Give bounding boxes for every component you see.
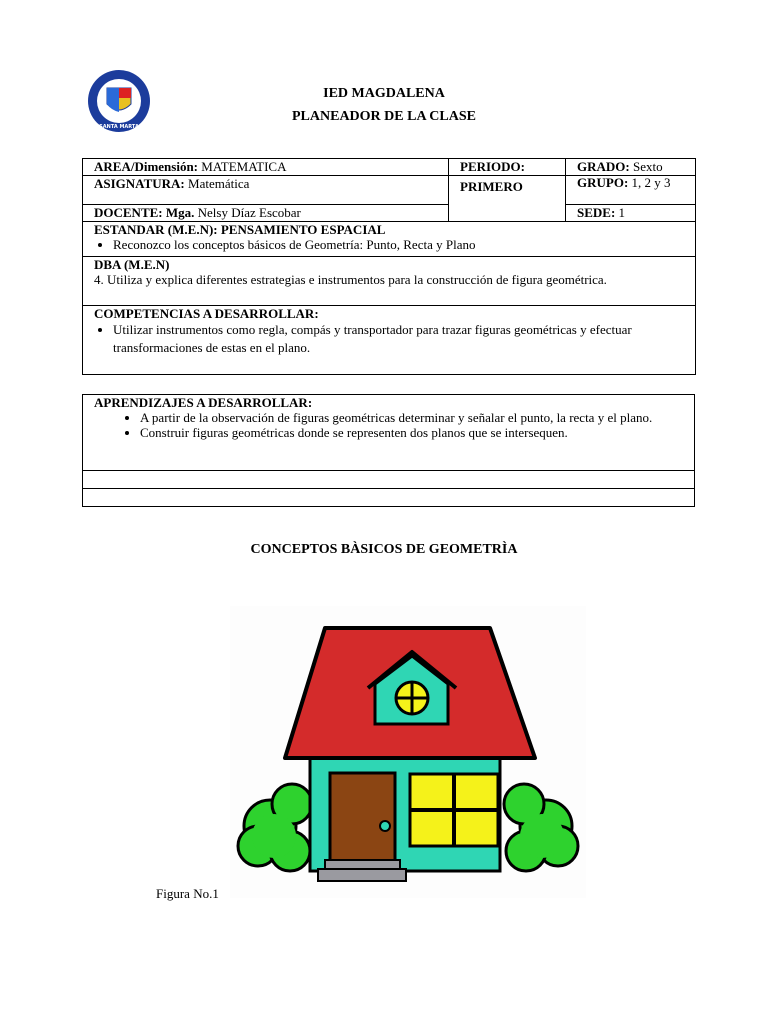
aprendizajes-cell	[83, 395, 695, 471]
aprendizaje-item: • Construir figuras geométricas donde se representen dos planos que se intersequen.	[140, 425, 690, 440]
aprendizaje-item: • A partir de la observación de figuras geométricas determinar y señalar el punto, la recta y el plano.	[140, 410, 690, 425]
grupo-label: GRUPO:	[577, 175, 629, 190]
periodo-label: PERIODO:	[449, 159, 566, 176]
estandar-heading: ESTANDAR (M.E.N): PENSAMIENTO ESPACIAL	[94, 222, 386, 237]
grupo-value: 1, 2 y 3	[631, 175, 671, 190]
aprendizajes-table	[82, 394, 695, 507]
plan-table	[82, 158, 696, 375]
area-cell	[83, 159, 449, 176]
figure-caption: Figura No.1	[156, 886, 219, 901]
aprendizajes-heading: APRENDIZAJES A DESARROLLAR:	[94, 395, 313, 410]
logo-text: SANTA MARTA	[99, 124, 139, 130]
house-illustration	[230, 606, 586, 898]
area-label: AREA/Dimensión:	[94, 159, 199, 174]
sede-value: 1	[618, 205, 626, 220]
grado-value: Sexto	[632, 159, 663, 174]
estandar-item: • Reconozco los conceptos básicos de Geometría: Punto, Recta y Plano	[113, 237, 691, 252]
docente-label: DOCENTE: Mga.	[94, 205, 195, 220]
grado-label: GRADO:	[577, 159, 630, 174]
section-title: CONCEPTOS BÀSICOS DE GEOMETRÌA	[250, 542, 518, 557]
competencias-cell	[83, 306, 696, 375]
dba-cell	[83, 257, 696, 306]
empty-row	[83, 471, 695, 489]
sede-label: SEDE:	[577, 205, 616, 220]
sede-cell	[566, 205, 696, 222]
competencias-item: • Utilizar instrumentos como regla, compás y transportador para trazar figuras geométricas y efectuar transformaciones de estas en el plano.	[113, 321, 691, 357]
docente-cell	[83, 205, 449, 222]
estandar-cell	[83, 222, 696, 257]
area-value: MATEMATICA	[201, 159, 287, 174]
competencias-heading: COMPETENCIAS A DESARROLLAR:	[94, 306, 319, 321]
empty-row	[83, 489, 695, 507]
school-name: IED MAGDALENA	[323, 86, 445, 101]
document-title: PLANEADOR DE LA CLASE	[292, 109, 476, 124]
periodo-value: PRIMERO	[449, 176, 566, 222]
dba-heading: DBA (M.E.N)	[94, 257, 170, 272]
grado-cell	[566, 159, 696, 176]
dba-text: 4. Utiliza y explica diferentes estrategias e instrumentos para la construcción de figura geométrica.	[94, 272, 607, 287]
door-knob	[380, 821, 390, 831]
asignatura-label: ASIGNATURA:	[94, 176, 185, 191]
docente-value: Nelsy Díaz Escobar	[197, 205, 301, 220]
asignatura-cell	[83, 176, 449, 205]
asignatura-value: Matemática	[188, 176, 250, 191]
grupo-cell	[566, 176, 696, 205]
house-door	[330, 773, 395, 861]
